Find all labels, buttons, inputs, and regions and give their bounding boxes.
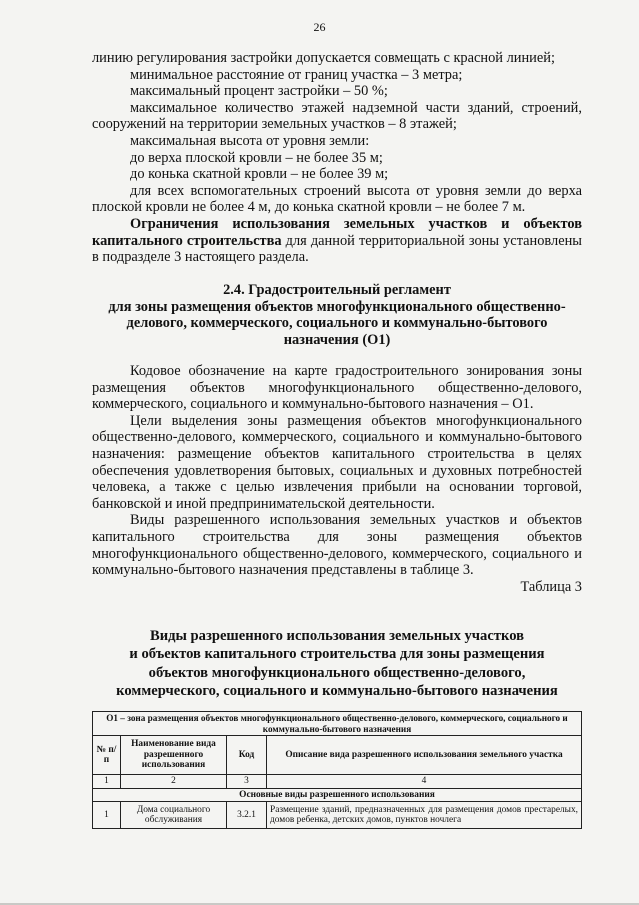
restrictions-rest: для данной территориальной зоны установлены в подразделе 3 настоящего раздела. <box>92 232 582 266</box>
restrictions-paragraph <box>92 216 582 266</box>
cell-num: 1 <box>93 802 121 829</box>
column-number: 2 <box>121 775 227 789</box>
text-line: максимальное количество этажей надземной части зданий, строений, <box>130 99 582 116</box>
cell-name: Дома социального обслуживания <box>121 802 227 829</box>
table-section-row <box>93 788 582 802</box>
cell-code: 3.2.1 <box>227 802 267 829</box>
text-line: максимальный процент застройки – 50 %; <box>130 83 388 100</box>
paragraph: Виды разрешенного использования земельных участков и объектов капитального строительства для зоны размещения объектов многофункционального общественно-делового, коммерческого, социального и коммунально-бытового назначения представлены в таблице 3. <box>92 512 582 579</box>
table-row <box>93 802 582 829</box>
table-zone-title: О1 – зона размещения объектов многофункционального общественно-делового, коммерческого, социального и коммунально-бытового назначения <box>93 712 582 736</box>
header-num: № п/п <box>93 736 121 775</box>
table-caption-line: Виды разрешенного использования земельных участков <box>149 628 525 644</box>
text-line: минимальное расстояние от границ участка – 3 метра; <box>130 66 463 83</box>
table-caption-line: и объектов капитального строительства для зоны размещения <box>129 646 545 663</box>
column-number: 3 <box>227 775 267 789</box>
section-heading-line: назначения (О1) <box>283 331 391 348</box>
section-heading <box>92 282 582 348</box>
table-zone-row <box>93 712 582 736</box>
text-line: линию регулирования застройки допускается совмещать с красной линией; <box>92 50 555 66</box>
permitted-uses-table <box>92 711 582 829</box>
section-heading-line: 2.4. Градостроительный регламент <box>223 282 451 298</box>
text-line: до конька скатной кровли – не более 39 м; <box>130 166 389 183</box>
header-name: Наименование вида разрешенного использования <box>121 736 227 775</box>
table-label: Таблица 3 <box>520 578 582 595</box>
column-number: 1 <box>93 775 121 789</box>
table-caption <box>92 627 582 701</box>
paragraph: Цели выделения зоны размещения объектов многофункционального общественно-делового, коммерческого, социального и коммунально-бытового назначения: размещение объектов капитального строительства в целях обеспечения удовлетворения бытовых, социальных и духовных потребностей человека, а также с целью извлечения прибыли на основании торговой, банковской и иной предпринимательской деятельности. <box>92 412 582 512</box>
page-number: 26 <box>313 20 326 34</box>
zone-parameters-text <box>92 50 582 266</box>
paragraph: Кодовое обозначение на карте градостроительного зонирования зоны размещения объектов многофункционального общественно-делового, коммерческого, социального и коммунально-бытового назначения – О1. <box>92 363 582 413</box>
table-column-numbers-row <box>93 775 582 789</box>
restrictions-bold: Ограничения использования земельных участков и объектов капитального строительства <box>92 215 582 249</box>
table-caption-line: коммерческого, социального и коммунально-бытового назначения <box>116 683 558 700</box>
text-line: сооружений на территории земельных участков – 8 этажей; <box>92 116 457 133</box>
zone-description-text <box>92 363 582 595</box>
header-code: Код <box>227 736 267 775</box>
table-caption-line: объектов многофункционального общественно-делового, <box>148 664 526 681</box>
text-line: для всех вспомогательных строений высота от уровня земли до верха <box>130 182 582 199</box>
table-header-row <box>93 736 582 775</box>
section-heading-line: для зоны размещения объектов многофункционального общественно- <box>108 298 566 315</box>
cell-description: Размещение зданий, предназначенных для размещения домов престарелых, домов ребенка, детских домов, пунктов ночлега <box>267 802 582 829</box>
text-line: максимальная высота от уровня земли: <box>130 132 370 149</box>
column-number: 4 <box>267 775 582 789</box>
text-line: до верха плоской кровли – не более 35 м; <box>130 149 383 166</box>
table-section-title: Основные виды разрешенного использования <box>93 788 582 802</box>
text-line: плоской кровли не более 4 м, до конька скатной кровли – не более 7 м. <box>92 199 526 216</box>
section-heading-line: делового, коммерческого, социального и коммунально-бытового <box>126 315 548 332</box>
header-description: Описание вида разрешенного использования земельного участка <box>267 736 582 775</box>
